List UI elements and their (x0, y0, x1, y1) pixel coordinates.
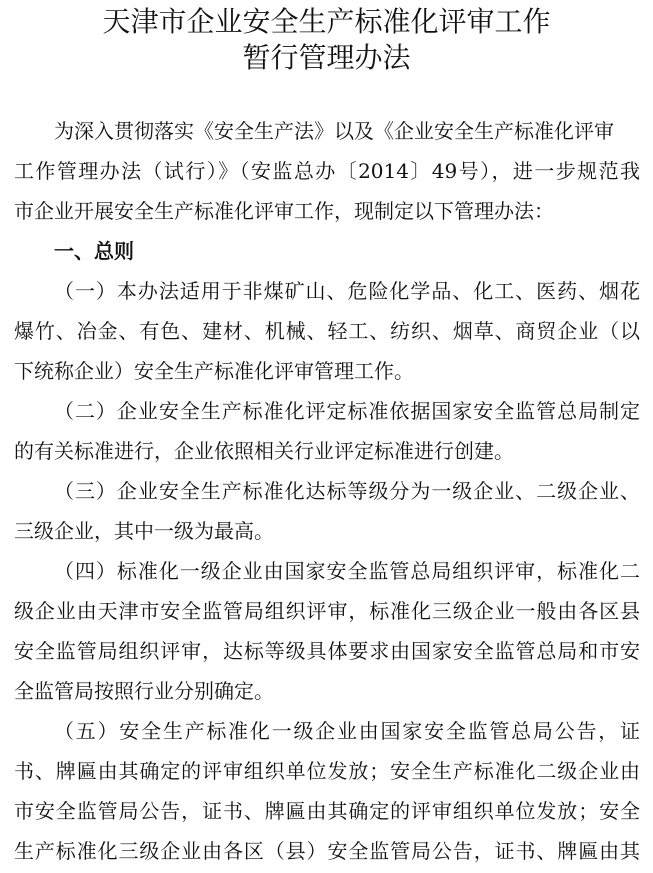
document-title-line-1: 天津市企业安全生产标准化评审工作 (102, 5, 551, 38)
document-title-line-2: 暂行管理办法 (242, 41, 411, 74)
article-4-line-2: 级企业由天津市安全监管局组织评审，标准化三级企业一般由各区县 (14, 599, 640, 623)
article-4-line-4: 全监管局按照行业分别确定。 (14, 679, 274, 703)
article-1-line-2: 爆竹、冶金、有色、建材、机械、轻工、纺织、烟草、商贸企业（以 (14, 319, 640, 343)
article-5-line-3: 市安全监管局公告，证书、牌匾由其确定的评审组织单位发放；安全 (14, 799, 640, 823)
article-2-line-2: 的有关标准进行，企业依照相关行业评定标准进行创建。 (14, 439, 514, 463)
intro-line-3: 市企业开展安全生产标准化评审工作，现制定以下管理办法： (14, 199, 554, 223)
article-1-line-3: 下统称企业）安全生产标准化评审管理工作。 (14, 359, 414, 383)
article-4-line-3: 安全监管局组织评审，达标等级具体要求由国家安全监管总局和市安 (14, 639, 640, 663)
intro-line-2: 工作管理办法（试行）》（安监总办〔2014〕49号），进一步规范我 (14, 159, 640, 183)
article-5-line-4: 生产标准化三级企业由各区（县）安全监管局公告，证书、牌匾由其 (14, 839, 640, 863)
intro-line-1: 为深入贯彻落实《安全生产法》以及《企业安全生产标准化评审 (54, 119, 614, 143)
article-3-line-2: 三级企业，其中一级为最高。 (14, 519, 274, 543)
section-heading-general: 一、总则 (54, 239, 134, 263)
article-4-line-1: （四）标准化一级企业由国家安全监管总局组织评审，标准化二 (54, 559, 640, 583)
article-5-line-2: 书、牌匾由其确定的评审组织单位发放；安全生产标准化二级企业由 (14, 759, 640, 783)
article-2-line-1: （二）企业安全生产标准化评定标准依据国家安全监管总局制定 (54, 399, 640, 423)
article-1-line-1: （一）本办法适用于非煤矿山、危险化学品、化工、医药、烟花 (54, 279, 640, 303)
article-3-line-1: （三）企业安全生产标准化达标等级分为一级企业、二级企业、 (54, 479, 640, 503)
article-5-line-1: （五）安全生产标准化一级企业由国家安全监管总局公告，证 (54, 719, 640, 743)
